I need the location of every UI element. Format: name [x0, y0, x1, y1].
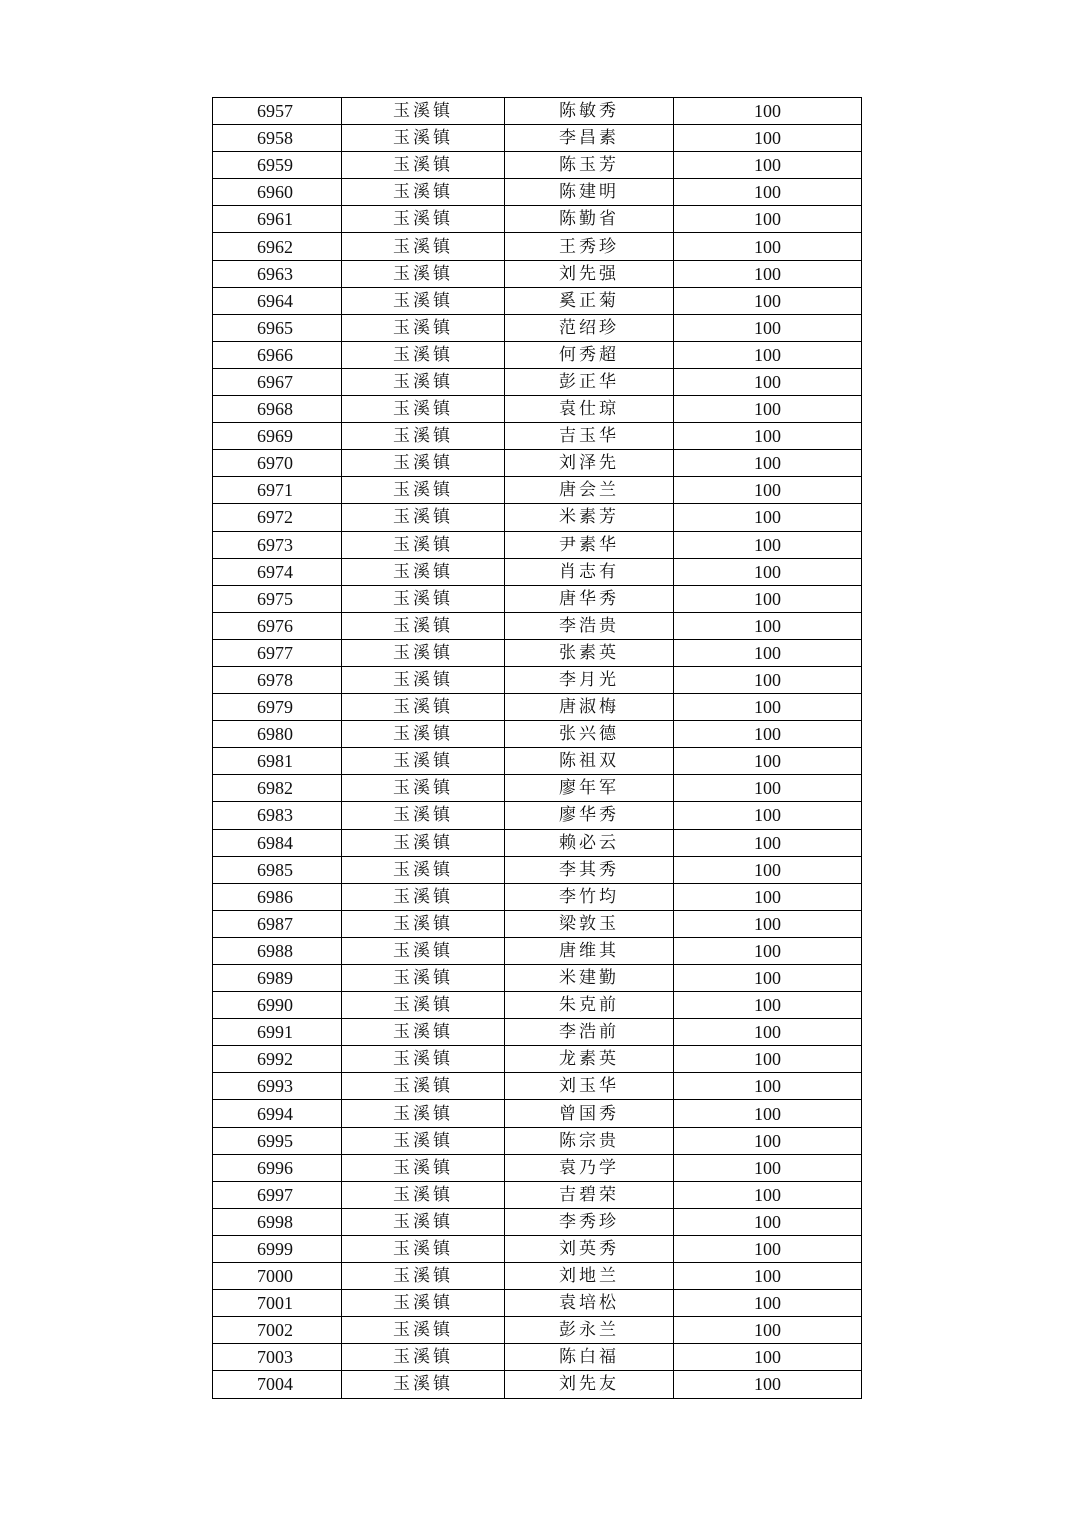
town-cell: 玉溪镇 [342, 856, 505, 883]
table-row [213, 477, 862, 504]
amount-cell: 100 [674, 829, 862, 856]
person-name-cell: 陈建明 [505, 179, 674, 206]
amount-cell: 100 [674, 1046, 862, 1073]
table-row [213, 666, 862, 693]
amount-cell: 100 [674, 558, 862, 585]
row-number-cell: 6975 [213, 585, 342, 612]
person-name-cell: 袁仕琼 [505, 396, 674, 423]
row-number-cell: 6981 [213, 748, 342, 775]
table-row [213, 504, 862, 531]
roster-table-body [213, 98, 862, 1399]
amount-cell: 100 [674, 1127, 862, 1154]
table-row [213, 856, 862, 883]
town-cell: 玉溪镇 [342, 883, 505, 910]
amount-cell: 100 [674, 585, 862, 612]
table-row [213, 152, 862, 179]
person-name-cell: 梁敦玉 [505, 910, 674, 937]
town-cell: 玉溪镇 [342, 694, 505, 721]
table-row [213, 1019, 862, 1046]
table-row [213, 1046, 862, 1073]
town-cell: 玉溪镇 [342, 1046, 505, 1073]
town-cell: 玉溪镇 [342, 341, 505, 368]
row-number-cell: 6978 [213, 666, 342, 693]
amount-cell: 100 [674, 341, 862, 368]
amount-cell: 100 [674, 666, 862, 693]
row-number-cell: 6996 [213, 1154, 342, 1181]
table-row [213, 558, 862, 585]
town-cell: 玉溪镇 [342, 1181, 505, 1208]
amount-cell: 100 [674, 423, 862, 450]
town-cell: 玉溪镇 [342, 1263, 505, 1290]
person-name-cell: 奚正菊 [505, 287, 674, 314]
amount-cell: 100 [674, 1344, 862, 1371]
amount-cell: 100 [674, 1154, 862, 1181]
table-row [213, 910, 862, 937]
table-row [213, 1290, 862, 1317]
row-number-cell: 6997 [213, 1181, 342, 1208]
town-cell: 玉溪镇 [342, 423, 505, 450]
amount-cell: 100 [674, 1290, 862, 1317]
row-number-cell: 6977 [213, 639, 342, 666]
town-cell: 玉溪镇 [342, 314, 505, 341]
amount-cell: 100 [674, 1317, 862, 1344]
person-name-cell: 刘泽先 [505, 450, 674, 477]
person-name-cell: 张兴德 [505, 721, 674, 748]
person-name-cell: 李昌素 [505, 125, 674, 152]
town-cell: 玉溪镇 [342, 504, 505, 531]
town-cell: 玉溪镇 [342, 829, 505, 856]
row-number-cell: 6999 [213, 1235, 342, 1262]
town-cell: 玉溪镇 [342, 666, 505, 693]
person-name-cell: 陈祖双 [505, 748, 674, 775]
person-name-cell: 王秀珍 [505, 233, 674, 260]
person-name-cell: 刘先强 [505, 260, 674, 287]
town-cell: 玉溪镇 [342, 992, 505, 1019]
amount-cell: 100 [674, 721, 862, 748]
row-number-cell: 6993 [213, 1073, 342, 1100]
row-number-cell: 6986 [213, 883, 342, 910]
person-name-cell: 唐会兰 [505, 477, 674, 504]
town-cell: 玉溪镇 [342, 965, 505, 992]
person-name-cell: 李浩贵 [505, 612, 674, 639]
person-name-cell: 廖华秀 [505, 802, 674, 829]
person-name-cell: 吉碧荣 [505, 1181, 674, 1208]
amount-cell: 100 [674, 856, 862, 883]
amount-cell: 100 [674, 910, 862, 937]
row-number-cell: 6983 [213, 802, 342, 829]
table-row [213, 775, 862, 802]
table-row [213, 1208, 862, 1235]
town-cell: 玉溪镇 [342, 1154, 505, 1181]
person-name-cell: 陈白福 [505, 1344, 674, 1371]
person-name-cell: 唐维其 [505, 937, 674, 964]
table-row [213, 1154, 862, 1181]
person-name-cell: 陈勤省 [505, 206, 674, 233]
table-row [213, 1181, 862, 1208]
town-cell: 玉溪镇 [342, 287, 505, 314]
person-name-cell: 李秀珍 [505, 1208, 674, 1235]
town-cell: 玉溪镇 [342, 1344, 505, 1371]
row-number-cell: 6971 [213, 477, 342, 504]
town-cell: 玉溪镇 [342, 1019, 505, 1046]
table-row [213, 1344, 862, 1371]
amount-cell: 100 [674, 965, 862, 992]
table-row [213, 423, 862, 450]
table-row [213, 314, 862, 341]
person-name-cell: 廖年军 [505, 775, 674, 802]
amount-cell: 100 [674, 206, 862, 233]
table-row [213, 585, 862, 612]
row-number-cell: 6960 [213, 179, 342, 206]
person-name-cell: 龙素英 [505, 1046, 674, 1073]
row-number-cell: 6982 [213, 775, 342, 802]
table-row [213, 287, 862, 314]
row-number-cell: 6957 [213, 98, 342, 125]
person-name-cell: 尹素华 [505, 531, 674, 558]
town-cell: 玉溪镇 [342, 531, 505, 558]
table-row [213, 694, 862, 721]
row-number-cell: 7004 [213, 1371, 342, 1398]
row-number-cell: 6965 [213, 314, 342, 341]
row-number-cell: 6985 [213, 856, 342, 883]
table-row [213, 206, 862, 233]
amount-cell: 100 [674, 1073, 862, 1100]
row-number-cell: 6989 [213, 965, 342, 992]
row-number-cell: 6972 [213, 504, 342, 531]
table-row [213, 233, 862, 260]
amount-cell: 100 [674, 260, 862, 287]
row-number-cell: 7001 [213, 1290, 342, 1317]
person-name-cell: 赖必云 [505, 829, 674, 856]
row-number-cell: 6990 [213, 992, 342, 1019]
town-cell: 玉溪镇 [342, 396, 505, 423]
row-number-cell: 6962 [213, 233, 342, 260]
amount-cell: 100 [674, 504, 862, 531]
person-name-cell: 何秀超 [505, 341, 674, 368]
amount-cell: 100 [674, 477, 862, 504]
town-cell: 玉溪镇 [342, 1371, 505, 1398]
row-number-cell: 6973 [213, 531, 342, 558]
row-number-cell: 6966 [213, 341, 342, 368]
row-number-cell: 7000 [213, 1263, 342, 1290]
table-row [213, 260, 862, 287]
amount-cell: 100 [674, 152, 862, 179]
person-name-cell: 米素芳 [505, 504, 674, 531]
amount-cell: 100 [674, 1235, 862, 1262]
person-name-cell: 张素英 [505, 639, 674, 666]
town-cell: 玉溪镇 [342, 125, 505, 152]
person-name-cell: 陈宗贵 [505, 1127, 674, 1154]
amount-cell: 100 [674, 368, 862, 395]
person-name-cell: 李浩前 [505, 1019, 674, 1046]
table-row [213, 125, 862, 152]
amount-cell: 100 [674, 233, 862, 260]
row-number-cell: 6968 [213, 396, 342, 423]
town-cell: 玉溪镇 [342, 585, 505, 612]
row-number-cell: 6998 [213, 1208, 342, 1235]
table-row [213, 1263, 862, 1290]
town-cell: 玉溪镇 [342, 721, 505, 748]
amount-cell: 100 [674, 1019, 862, 1046]
amount-cell: 100 [674, 992, 862, 1019]
table-row [213, 98, 862, 125]
row-number-cell: 7003 [213, 1344, 342, 1371]
row-number-cell: 6970 [213, 450, 342, 477]
table-row [213, 531, 862, 558]
amount-cell: 100 [674, 639, 862, 666]
person-name-cell: 李竹均 [505, 883, 674, 910]
amount-cell: 100 [674, 694, 862, 721]
town-cell: 玉溪镇 [342, 98, 505, 125]
table-row [213, 937, 862, 964]
amount-cell: 100 [674, 1208, 862, 1235]
person-name-cell: 范绍珍 [505, 314, 674, 341]
town-cell: 玉溪镇 [342, 179, 505, 206]
person-name-cell: 刘英秀 [505, 1235, 674, 1262]
person-name-cell: 曾国秀 [505, 1100, 674, 1127]
roster-table [212, 97, 862, 1399]
table-row [213, 883, 862, 910]
town-cell: 玉溪镇 [342, 450, 505, 477]
town-cell: 玉溪镇 [342, 152, 505, 179]
person-name-cell: 吉玉华 [505, 423, 674, 450]
row-number-cell: 6964 [213, 287, 342, 314]
amount-cell: 100 [674, 937, 862, 964]
town-cell: 玉溪镇 [342, 206, 505, 233]
person-name-cell: 刘玉华 [505, 1073, 674, 1100]
table-row [213, 612, 862, 639]
amount-cell: 100 [674, 179, 862, 206]
row-number-cell: 6980 [213, 721, 342, 748]
person-name-cell: 米建勤 [505, 965, 674, 992]
table-row [213, 721, 862, 748]
row-number-cell: 6979 [213, 694, 342, 721]
amount-cell: 100 [674, 1181, 862, 1208]
amount-cell: 100 [674, 612, 862, 639]
town-cell: 玉溪镇 [342, 1100, 505, 1127]
person-name-cell: 朱克前 [505, 992, 674, 1019]
table-row [213, 341, 862, 368]
table-row [213, 802, 862, 829]
town-cell: 玉溪镇 [342, 775, 505, 802]
person-name-cell: 彭永兰 [505, 1317, 674, 1344]
amount-cell: 100 [674, 450, 862, 477]
amount-cell: 100 [674, 396, 862, 423]
amount-cell: 100 [674, 314, 862, 341]
table-row [213, 1235, 862, 1262]
town-cell: 玉溪镇 [342, 1127, 505, 1154]
table-row [213, 1371, 862, 1398]
town-cell: 玉溪镇 [342, 1235, 505, 1262]
town-cell: 玉溪镇 [342, 748, 505, 775]
person-name-cell: 彭正华 [505, 368, 674, 395]
town-cell: 玉溪镇 [342, 1317, 505, 1344]
amount-cell: 100 [674, 1100, 862, 1127]
table-row [213, 179, 862, 206]
row-number-cell: 6984 [213, 829, 342, 856]
table-row [213, 748, 862, 775]
amount-cell: 100 [674, 98, 862, 125]
table-row [213, 639, 862, 666]
town-cell: 玉溪镇 [342, 802, 505, 829]
table-row [213, 368, 862, 395]
person-name-cell: 袁乃学 [505, 1154, 674, 1181]
town-cell: 玉溪镇 [342, 1073, 505, 1100]
row-number-cell: 6963 [213, 260, 342, 287]
town-cell: 玉溪镇 [342, 260, 505, 287]
town-cell: 玉溪镇 [342, 910, 505, 937]
row-number-cell: 6959 [213, 152, 342, 179]
amount-cell: 100 [674, 883, 862, 910]
person-name-cell: 刘地兰 [505, 1263, 674, 1290]
person-name-cell: 肖志有 [505, 558, 674, 585]
row-number-cell: 6961 [213, 206, 342, 233]
table-row [213, 1127, 862, 1154]
table-row [213, 829, 862, 856]
town-cell: 玉溪镇 [342, 937, 505, 964]
amount-cell: 100 [674, 748, 862, 775]
person-name-cell: 唐淑梅 [505, 694, 674, 721]
row-number-cell: 6976 [213, 612, 342, 639]
person-name-cell: 唐华秀 [505, 585, 674, 612]
town-cell: 玉溪镇 [342, 1208, 505, 1235]
amount-cell: 100 [674, 531, 862, 558]
amount-cell: 100 [674, 802, 862, 829]
town-cell: 玉溪镇 [342, 368, 505, 395]
row-number-cell: 6987 [213, 910, 342, 937]
town-cell: 玉溪镇 [342, 1290, 505, 1317]
town-cell: 玉溪镇 [342, 233, 505, 260]
row-number-cell: 6969 [213, 423, 342, 450]
town-cell: 玉溪镇 [342, 558, 505, 585]
row-number-cell: 6991 [213, 1019, 342, 1046]
table-row [213, 1073, 862, 1100]
row-number-cell: 6967 [213, 368, 342, 395]
row-number-cell: 7002 [213, 1317, 342, 1344]
table-row [213, 1317, 862, 1344]
row-number-cell: 6958 [213, 125, 342, 152]
amount-cell: 100 [674, 287, 862, 314]
town-cell: 玉溪镇 [342, 639, 505, 666]
person-name-cell: 陈敏秀 [505, 98, 674, 125]
table-row [213, 1100, 862, 1127]
row-number-cell: 6988 [213, 937, 342, 964]
row-number-cell: 6995 [213, 1127, 342, 1154]
row-number-cell: 6994 [213, 1100, 342, 1127]
town-cell: 玉溪镇 [342, 612, 505, 639]
row-number-cell: 6992 [213, 1046, 342, 1073]
table-row [213, 965, 862, 992]
table-row [213, 396, 862, 423]
town-cell: 玉溪镇 [342, 477, 505, 504]
amount-cell: 100 [674, 1263, 862, 1290]
person-name-cell: 李其秀 [505, 856, 674, 883]
amount-cell: 100 [674, 775, 862, 802]
amount-cell: 100 [674, 1371, 862, 1398]
table-row [213, 450, 862, 477]
table-row [213, 992, 862, 1019]
person-name-cell: 李月光 [505, 666, 674, 693]
amount-cell: 100 [674, 125, 862, 152]
row-number-cell: 6974 [213, 558, 342, 585]
person-name-cell: 陈玉芳 [505, 152, 674, 179]
person-name-cell: 袁培松 [505, 1290, 674, 1317]
person-name-cell: 刘先友 [505, 1371, 674, 1398]
